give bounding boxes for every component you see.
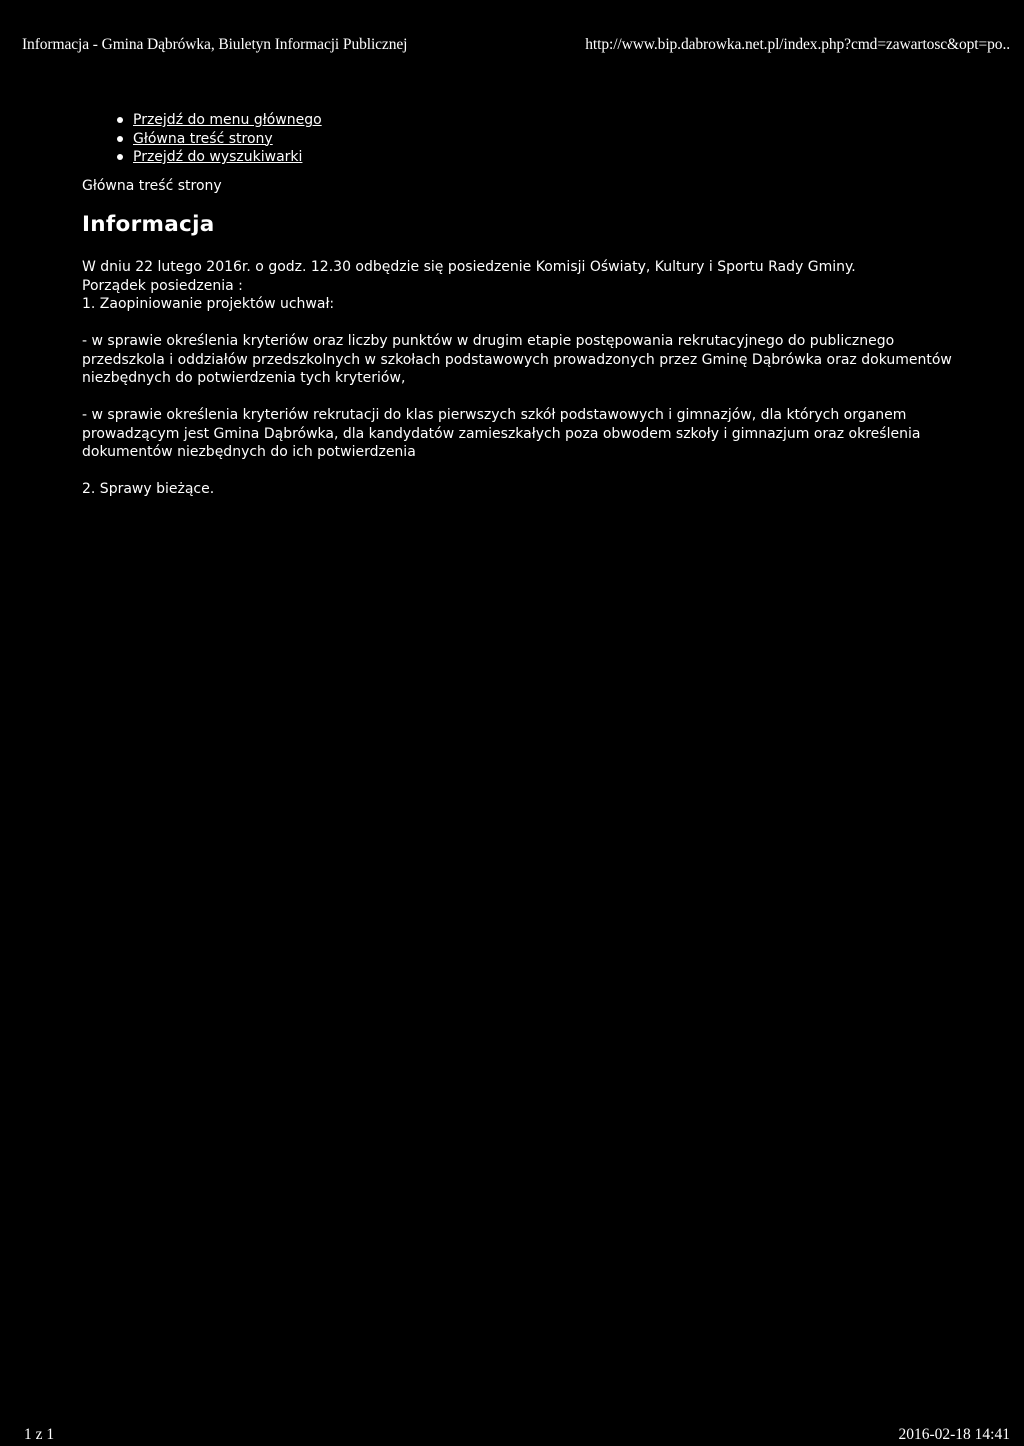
skip-link-search[interactable]: Przejdź do wyszukiwarki [133,149,303,165]
resolution-2: - w sprawie określenia kryteriów rekrutacji do klas pierwszych szkół podstawowych i gimnazjów, dla których organem prowadzącym jest Gmina Dąbrówka, dla kandydatów zamieszkałych poza obwodem szkoły i gimnazjum oraz określenia dokumentów niezbędnych do ich potwierdzenia [82,407,921,460]
skip-links-list [116,111,322,167]
article-content [82,258,962,499]
print-header-title: Informacja - Gmina Dąbrówka, Biuletyn Informacji Publicznej [22,36,408,53]
print-datetime: 2016-02-18 14:41 [898,1426,1010,1443]
agenda-item-2: 2. Sprawy bieżące. [82,481,215,497]
bullet-icon [117,136,123,142]
skip-link-main-menu[interactable]: Przejdź do menu głównego [133,112,322,128]
agenda-heading: Porządek posiedzenia : [82,277,243,294]
bullet-icon [117,154,123,160]
page-count: 1 z 1 [24,1426,55,1443]
skip-link-item [116,111,322,130]
bullet-icon [117,117,123,123]
skip-link-main-content[interactable]: Główna treść strony [133,130,273,147]
print-header [22,36,1010,54]
agenda-item-1: 1. Zaopiniowanie projektów uchwał: [82,296,335,312]
skip-link-item [116,130,322,149]
print-footer [24,1426,1010,1444]
intro-text: W dniu 22 lutego 2016r. o godz. 12.30 odbędzie się posiedzenie Komisji Oświaty, Kultury i Sportu Rady Gminy. [82,259,856,275]
page-title: Informacja [82,212,215,237]
resolution-1: - w sprawie określenia kryteriów oraz liczby punktów w drugim etapie postępowania rekrutacyjnego do publicznego przedszkola i oddziałów przedszkolnych w szkołach podstawowych prowadzonych przez Gminę Dąbrówka oraz dokumentów niezbędnych do potwierdzenia tych kryteriów, [82,333,952,386]
skip-link-item [116,148,322,167]
main-content-label: Główna treść strony [82,178,222,194]
print-header-url: http://www.bip.dabrowka.net.pl/index.php?cmd=zawartosc&opt=po.. [585,36,1010,53]
